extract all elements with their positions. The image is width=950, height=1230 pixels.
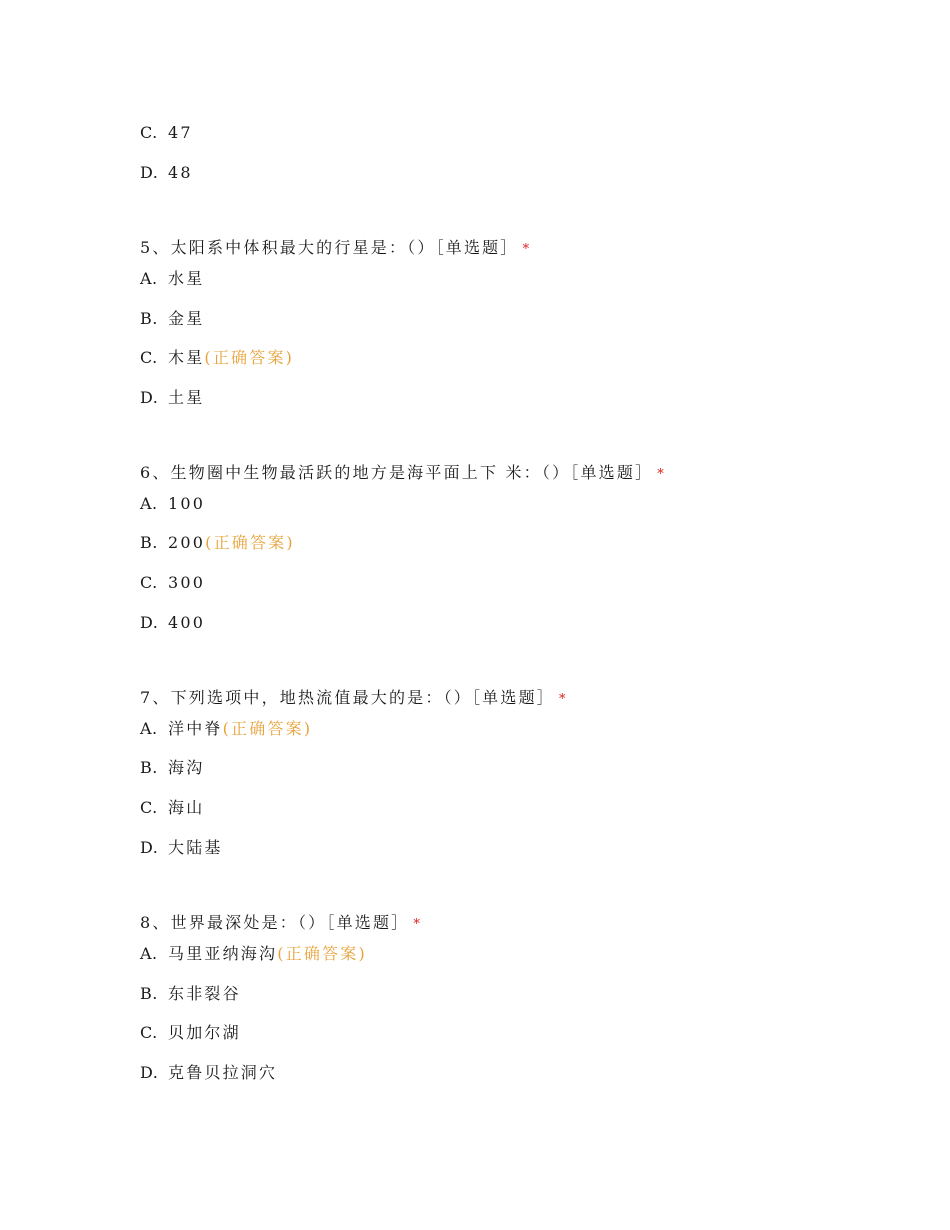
- option-text: 48: [168, 163, 193, 182]
- option-letter: D.: [140, 388, 159, 407]
- option-text: 200: [168, 533, 206, 552]
- correct-answer-note: (正确答案): [222, 719, 313, 738]
- question-text: 6、生物圈中生物最活跃的地方是海平面上下 米：（）［单选题］: [140, 463, 654, 482]
- q4-option-c: [140, 121, 193, 145]
- option-letter: B.: [140, 758, 158, 777]
- option-text: 海沟: [168, 758, 205, 777]
- option-letter: A.: [140, 944, 158, 963]
- q6-option-c: [140, 571, 205, 595]
- option-text: 大陆基: [168, 838, 223, 857]
- required-mark: *: [657, 467, 664, 482]
- option-letter: C.: [140, 1023, 158, 1042]
- option-letter: C.: [140, 123, 158, 142]
- option-text: 马里亚纳海沟: [168, 944, 278, 963]
- option-letter: A.: [140, 269, 158, 288]
- option-text: 土星: [168, 388, 205, 407]
- q5-question: [140, 236, 529, 262]
- option-letter: D.: [140, 838, 159, 857]
- required-mark: *: [558, 692, 566, 707]
- correct-answer-note: (正确答案): [277, 944, 367, 963]
- option-letter: C.: [140, 348, 158, 367]
- option-text: 47: [168, 123, 193, 142]
- q5-option-a: [140, 267, 204, 291]
- q4-option-d: [140, 161, 193, 185]
- q8-option-a: [140, 942, 367, 966]
- option-letter: B.: [140, 533, 158, 552]
- option-text: 海山: [168, 798, 205, 817]
- option-text: 克鲁贝拉洞穴: [168, 1063, 278, 1082]
- q5-option-b: [140, 307, 204, 331]
- option-text: 400: [168, 613, 206, 632]
- option-letter: A.: [140, 494, 158, 513]
- correct-answer-note: (正确答案): [204, 348, 295, 367]
- option-text: 东非裂谷: [168, 984, 241, 1003]
- option-letter: D.: [140, 163, 159, 182]
- q5-option-c: [140, 346, 294, 370]
- q8-option-b: [140, 982, 241, 1006]
- q7-option-b: [140, 756, 204, 780]
- question-text: 7、下列选项中，地热流值最大的是：（）［单选题］: [140, 688, 555, 707]
- question-text: 5、太阳系中体积最大的行星是：（）［单选题］: [140, 238, 519, 257]
- correct-answer-note: (正确答案): [205, 533, 295, 552]
- option-letter: B.: [140, 984, 158, 1003]
- q8-option-c: [140, 1021, 241, 1045]
- q6-question: [140, 461, 664, 487]
- required-mark: *: [413, 917, 420, 932]
- option-letter: D.: [140, 613, 159, 632]
- question-text: 8、世界最深处是：（）［单选题］: [140, 913, 410, 932]
- option-text: 100: [168, 494, 206, 513]
- q7-option-d: [140, 836, 223, 860]
- option-letter: A.: [140, 719, 158, 738]
- option-letter: B.: [140, 309, 158, 328]
- option-text: 水星: [168, 269, 205, 288]
- option-text: 贝加尔湖: [168, 1023, 241, 1042]
- option-text: 300: [168, 573, 206, 592]
- q7-option-c: [140, 796, 204, 820]
- q6-option-b: [140, 531, 295, 555]
- q8-question: [140, 911, 420, 937]
- q8-option-d: [140, 1061, 277, 1085]
- option-letter: D.: [140, 1063, 159, 1082]
- required-mark: *: [522, 242, 530, 257]
- q7-question: [140, 686, 565, 712]
- q6-option-a: [140, 492, 205, 516]
- option-text: 木星: [168, 348, 205, 367]
- option-letter: C.: [140, 573, 158, 592]
- option-letter: C.: [140, 798, 158, 817]
- q7-option-a: [140, 717, 312, 741]
- q5-option-d: [140, 386, 204, 410]
- option-text: 金星: [168, 309, 205, 328]
- option-text: 洋中脊: [168, 719, 223, 738]
- q6-option-d: [140, 611, 205, 635]
